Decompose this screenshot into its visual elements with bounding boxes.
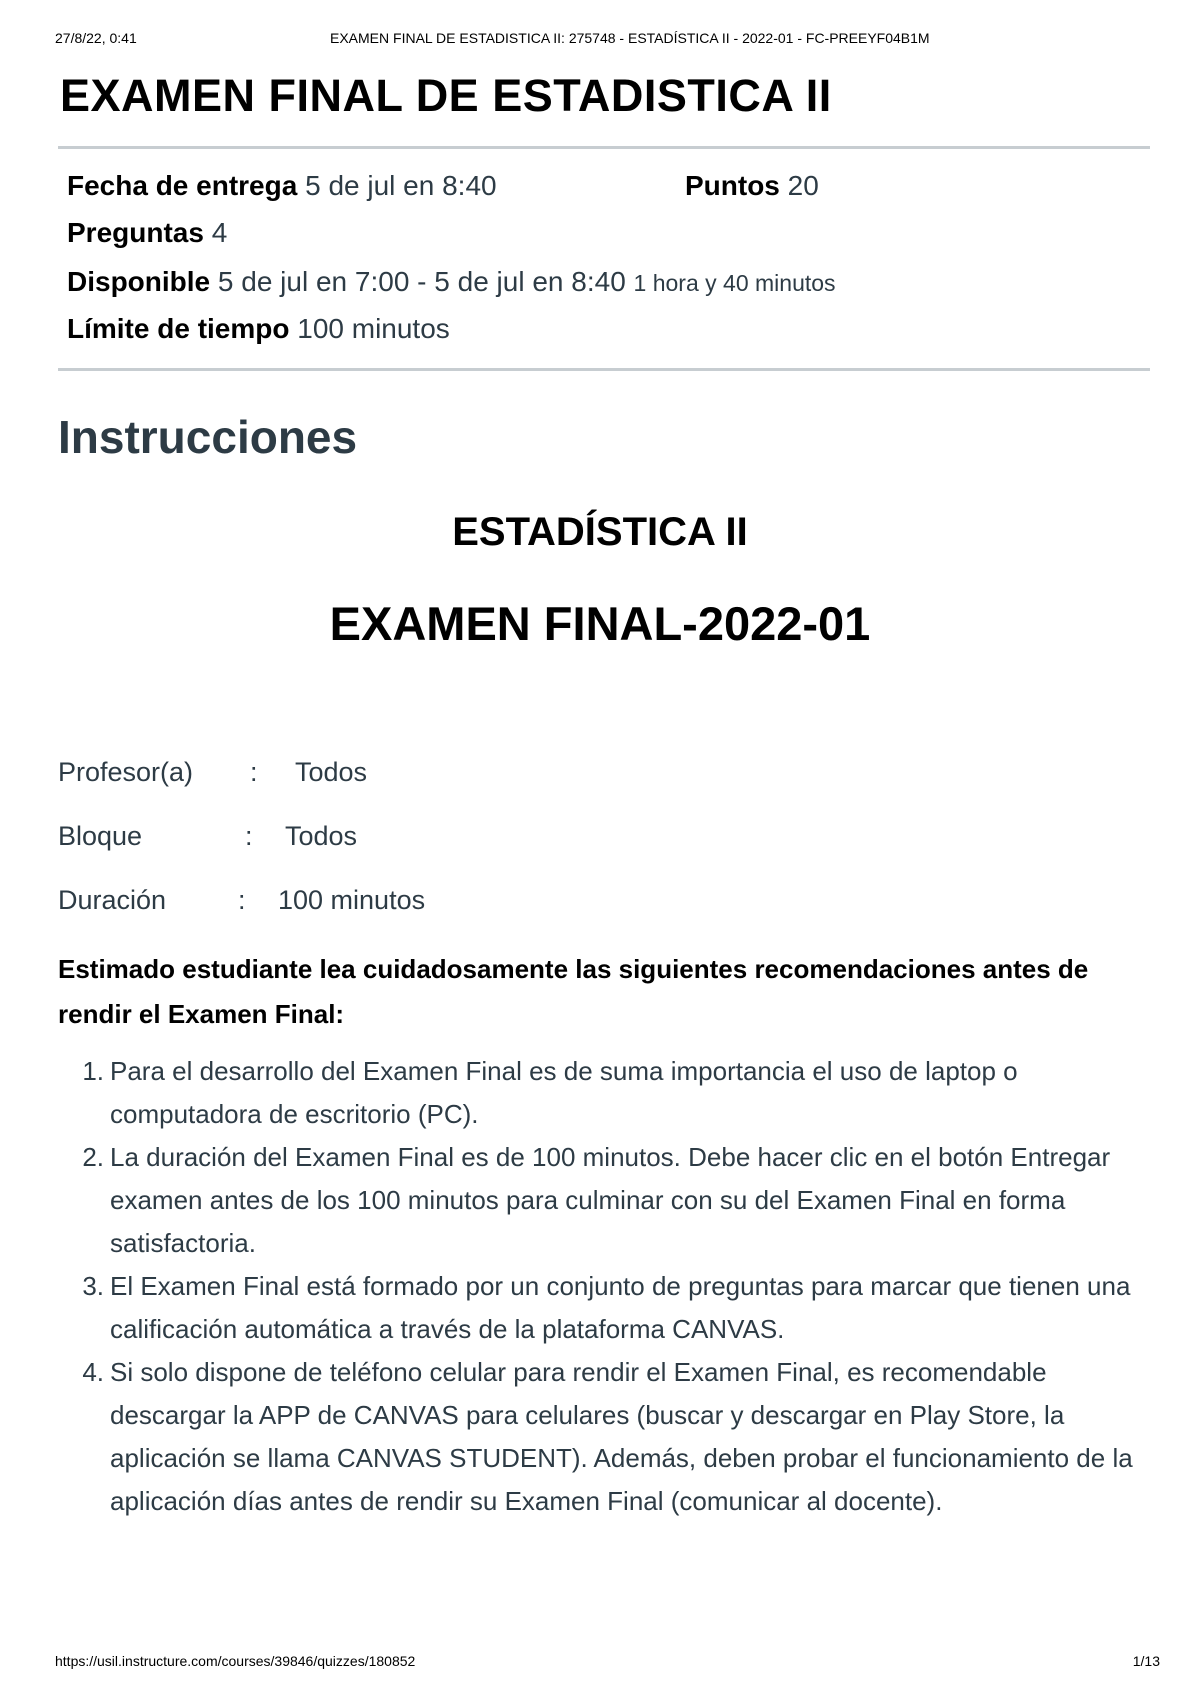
print-datetime: 27/8/22, 0:41 — [55, 30, 137, 46]
recommendations-list — [58, 1050, 1148, 1523]
instructions-heading: Instrucciones — [58, 411, 358, 463]
available-duration: 1 hora y 40 minutos — [633, 270, 836, 296]
print-footer — [55, 1653, 1160, 1669]
info-colon: : — [238, 885, 246, 915]
print-header — [55, 30, 1145, 46]
info-colon: : — [245, 821, 253, 851]
list-item-number: 3. — [82, 1271, 104, 1301]
instructions-intro: Estimado estudiante lea cuidadosamente las siguientes recomendaciones antes de rendir el Examen Final: — [58, 954, 1089, 1029]
quiz-available-row — [67, 266, 836, 298]
info-value: Todos — [295, 757, 368, 787]
list-item-number: 2. — [82, 1142, 104, 1172]
list-item-text: La duración del Examen Final es de 100 minutos. Debe hacer clic en el botón Entregar examen antes de los 100 minutos para culminar con su del Examen Final en forma satisfactoria. — [110, 1142, 1111, 1258]
points-value: 20 — [787, 170, 819, 201]
available-value: 5 de jul en 7:00 - 5 de jul en 8:40 — [217, 266, 626, 297]
list-item — [58, 1050, 1148, 1136]
info-row-block — [58, 821, 357, 852]
info-colon: : — [250, 757, 258, 787]
list-item — [58, 1351, 1148, 1523]
quiz-points-row — [685, 170, 819, 202]
info-value: Todos — [285, 821, 358, 851]
quiz-time-limit-row — [67, 313, 450, 345]
quiz-questions-row — [67, 217, 227, 249]
course-title: ESTADÍSTICA II — [452, 510, 748, 554]
list-item — [58, 1136, 1148, 1265]
exam-title: EXAMEN FINAL-2022-01 — [329, 597, 871, 650]
points-label: Puntos — [685, 170, 780, 201]
due-value: 5 de jul en 8:40 — [305, 170, 497, 201]
time-limit-value: 100 minutos — [297, 313, 450, 344]
due-label: Fecha de entrega — [67, 170, 298, 201]
quiz-due-row — [67, 170, 497, 202]
list-item-number: 4. — [82, 1357, 104, 1387]
info-label: Bloque — [58, 821, 143, 851]
list-item-number: 1. — [82, 1056, 104, 1086]
print-page-number: 1/13 — [1132, 1653, 1160, 1669]
list-item-text: Para el desarrollo del Examen Final es de suma importancia el uso de laptop o computadora de escritorio (PC). — [110, 1056, 1018, 1129]
list-item — [58, 1265, 1148, 1351]
bottom-divider — [58, 368, 1150, 371]
print-document-title: EXAMEN FINAL DE ESTADISTICA II: 275748 - ESTADÍSTICA II - 2022-01 - FC-PREEYF04B1M — [330, 30, 930, 46]
info-label: Profesor(a) — [58, 757, 194, 787]
questions-label: Preguntas — [67, 217, 204, 248]
list-item-text: El Examen Final está formado por un conjunto de preguntas para marcar que tienen una calificación automática a través de la plataforma CANVAS. — [110, 1271, 1131, 1344]
available-label: Disponible — [67, 266, 211, 297]
time-limit-label: Límite de tiempo — [67, 313, 290, 344]
info-row-duration — [58, 885, 425, 916]
info-label: Duración — [58, 885, 167, 915]
questions-value: 4 — [211, 217, 228, 248]
list-item-text: Si solo dispone de teléfono celular para rendir el Examen Final, es recomendable descargar la APP de CANVAS para celulares (buscar y descargar en Play Store, la aplicación se llama CANVAS STUDENT). Además, deben probar el funcionamiento de la aplicación días antes de rendir su Examen Final (comunicar al docente). — [110, 1357, 1133, 1516]
page-title: EXAMEN FINAL DE ESTADISTICA II — [60, 70, 832, 121]
top-divider — [58, 146, 1150, 149]
print-url: https://usil.instructure.com/courses/39846/quizzes/180852 — [55, 1653, 416, 1669]
info-row-professor — [58, 757, 367, 788]
info-value: 100 minutos — [278, 885, 426, 915]
